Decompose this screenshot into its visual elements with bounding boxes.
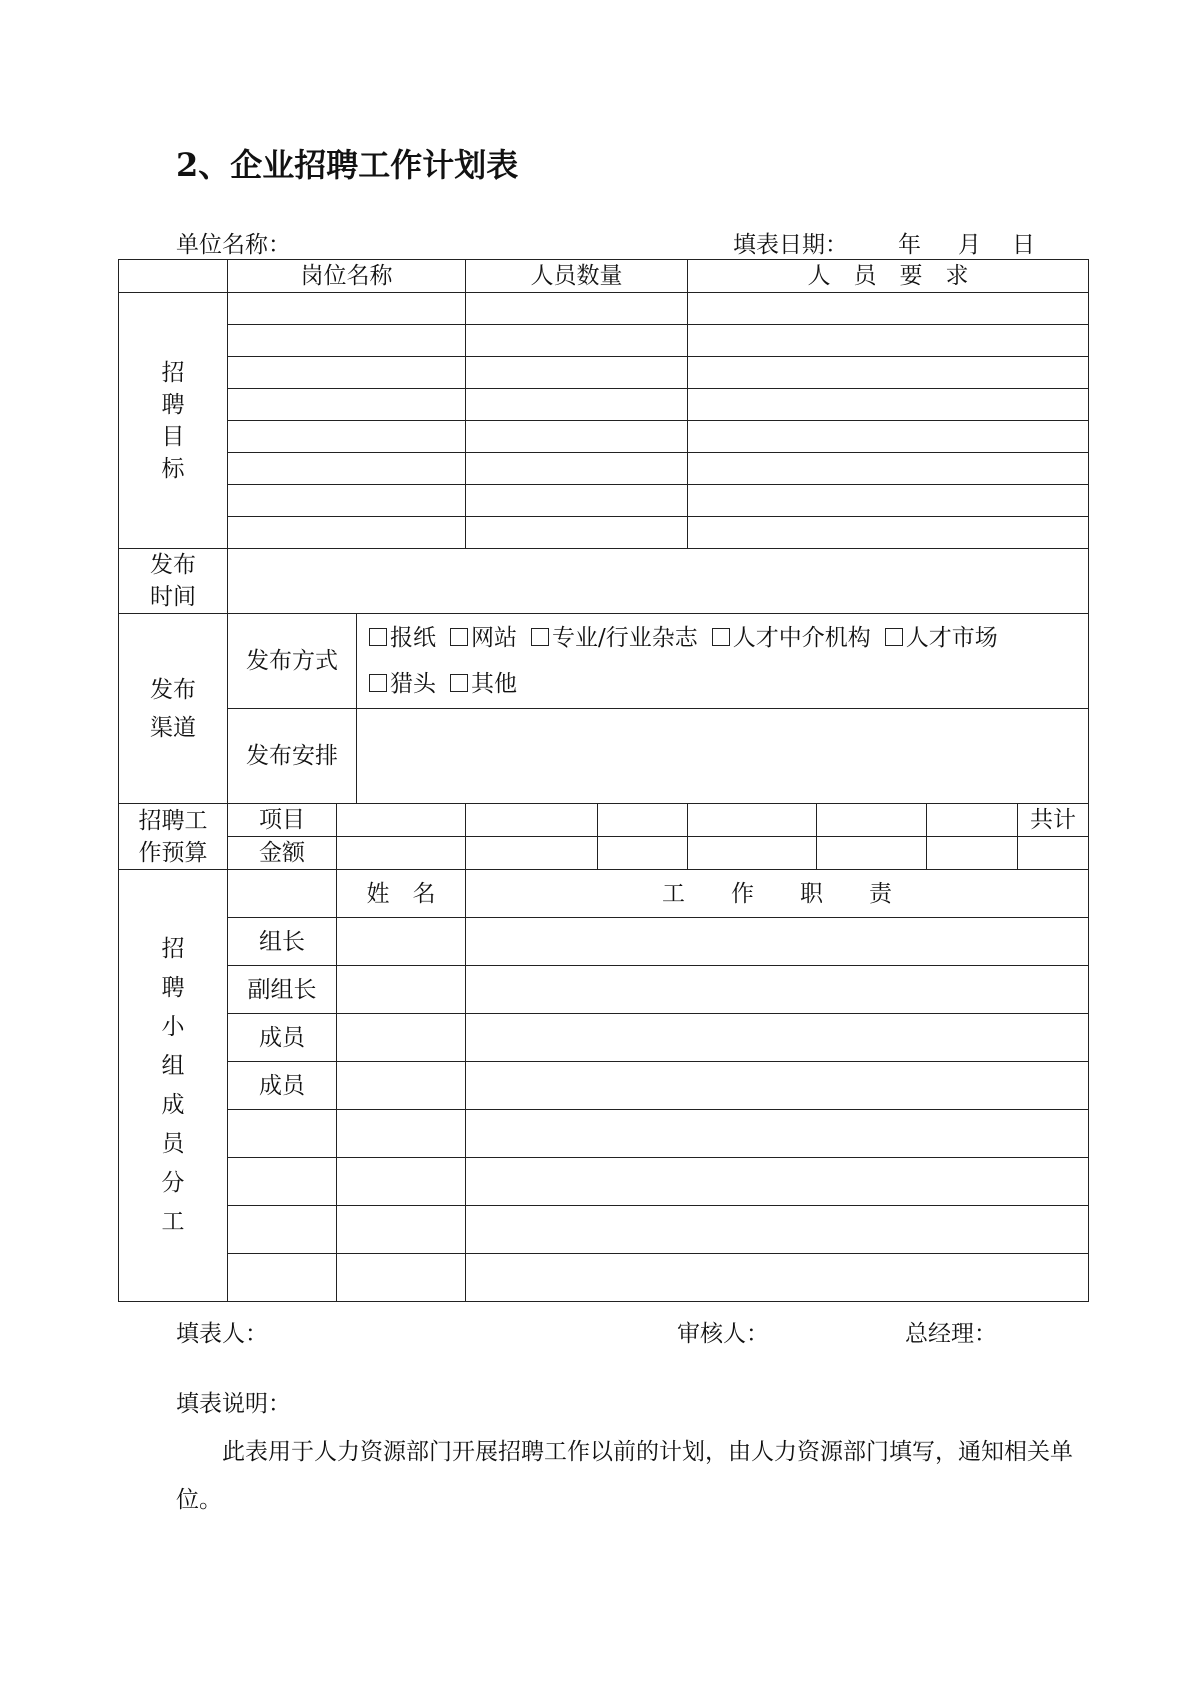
position-name-cell[interactable] <box>228 421 466 453</box>
col-headcount: 人员数量 <box>466 260 688 293</box>
requirements-cell[interactable] <box>688 453 1089 485</box>
vertical-char: 小 <box>161 1014 185 1040</box>
team-duty-cell[interactable] <box>466 1110 1089 1158</box>
team-name-cell[interactable] <box>337 1110 466 1158</box>
budget-item-label: 项目 <box>228 804 337 837</box>
team-duty-cell[interactable] <box>466 966 1089 1014</box>
team-role-cell <box>228 1158 337 1206</box>
method-option[interactable] <box>712 615 871 661</box>
budget-total-label: 共计 <box>1018 804 1089 837</box>
requirements-cell[interactable] <box>688 517 1089 549</box>
method-label: 猎头 <box>390 671 436 697</box>
budget-amount-label: 金额 <box>228 837 337 870</box>
team-duty-cell[interactable] <box>466 1014 1089 1062</box>
method-option[interactable] <box>369 661 436 707</box>
team-name-cell[interactable] <box>337 1206 466 1254</box>
vertical-char: 渠道 <box>150 714 196 741</box>
team-name-cell[interactable] <box>337 1254 466 1302</box>
method-label: 网站 <box>471 625 517 651</box>
col-requirements: 人 员 要 求 <box>688 260 1089 293</box>
team-name-cell[interactable] <box>337 1014 466 1062</box>
note-title: 填表说明： <box>176 1391 291 1417</box>
vertical-char: 作预算 <box>138 839 208 866</box>
col-position-name: 岗位名称 <box>228 260 466 293</box>
vertical-char: 招 <box>161 359 185 386</box>
team-name-cell[interactable] <box>337 966 466 1014</box>
vertical-char: 发布 <box>150 676 196 703</box>
corner-cell <box>119 260 228 293</box>
gm-label: 总经理： <box>905 1321 997 1347</box>
position-name-cell[interactable] <box>228 293 466 325</box>
recruitment-plan-table <box>118 259 1089 1302</box>
team-duty-header: 工 作 职 责 <box>466 870 1089 918</box>
fill-date-label: 填表日期： <box>733 232 848 258</box>
checkbox[interactable] <box>885 628 903 646</box>
team-role-cell <box>228 1206 337 1254</box>
requirements-cell[interactable] <box>688 293 1089 325</box>
vertical-char: 标 <box>161 455 185 482</box>
headcount-cell[interactable] <box>466 421 688 453</box>
headcount-cell[interactable] <box>466 293 688 325</box>
vertical-char: 工 <box>161 1209 185 1235</box>
publish-time-label <box>119 549 228 614</box>
method-option[interactable] <box>450 661 517 707</box>
budget-amount-cell[interactable] <box>466 837 598 870</box>
team-duty-cell[interactable] <box>466 1254 1089 1302</box>
unit-name-label: 单位名称： <box>176 232 291 258</box>
team-role-cell: 副组长 <box>228 966 337 1014</box>
team-duty-cell[interactable] <box>466 1062 1089 1110</box>
requirements-cell[interactable] <box>688 421 1089 453</box>
team-name-cell[interactable] <box>337 918 466 966</box>
requirements-cell[interactable] <box>688 389 1089 421</box>
publish-time-cell[interactable] <box>228 549 1089 614</box>
team-label <box>119 870 228 1302</box>
headcount-cell[interactable] <box>466 325 688 357</box>
team-name-cell[interactable] <box>337 1062 466 1110</box>
team-role-cell <box>228 1254 337 1302</box>
team-name-header: 姓 名 <box>337 870 466 918</box>
recruitment-target-label <box>119 293 228 549</box>
headcount-cell[interactable] <box>466 485 688 517</box>
vertical-char: 发布 <box>150 552 196 578</box>
method-label: 其他 <box>471 671 517 697</box>
checkbox[interactable] <box>450 674 468 692</box>
publish-method-options <box>357 614 1089 709</box>
day-label: 日 <box>1012 232 1035 258</box>
requirements-cell[interactable] <box>688 325 1089 357</box>
vertical-char: 组 <box>161 1053 185 1079</box>
method-label: 人才市场 <box>905 625 998 651</box>
vertical-char: 聘 <box>161 975 185 1001</box>
requirements-cell[interactable] <box>688 485 1089 517</box>
position-name-cell[interactable] <box>228 485 466 517</box>
vertical-char: 成 <box>161 1092 185 1118</box>
filler-label: 填表人： <box>176 1321 268 1347</box>
checkbox[interactable] <box>531 628 549 646</box>
method-option[interactable] <box>450 615 517 661</box>
position-name-cell[interactable] <box>228 517 466 549</box>
team-role-cell <box>228 1110 337 1158</box>
method-option[interactable] <box>369 615 436 661</box>
budget-item-cell[interactable] <box>927 804 1018 837</box>
budget-item-cell[interactable] <box>466 804 598 837</box>
budget-item-cell[interactable] <box>337 804 466 837</box>
method-option[interactable] <box>531 615 698 661</box>
headcount-cell[interactable] <box>466 357 688 389</box>
note-body: 此表用于人力资源部门开展招聘工作以前的计划，由人力资源部门填写，通知相关单位。 <box>176 1439 1073 1513</box>
vertical-char: 招 <box>161 936 185 962</box>
position-name-cell[interactable] <box>228 389 466 421</box>
headcount-cell[interactable] <box>466 517 688 549</box>
checkbox[interactable] <box>450 628 468 646</box>
year-label: 年 <box>898 232 921 258</box>
publish-plan-label: 发布安排 <box>228 709 357 804</box>
position-name-cell[interactable] <box>228 357 466 389</box>
team-role-cell: 成员 <box>228 1062 337 1110</box>
team-name-cell[interactable] <box>337 1158 466 1206</box>
checkbox[interactable] <box>712 628 730 646</box>
reviewer-label: 审核人： <box>677 1321 769 1347</box>
requirements-cell[interactable] <box>688 357 1089 389</box>
checkbox[interactable] <box>369 628 387 646</box>
form-footer <box>176 1315 1089 1351</box>
position-name-cell[interactable] <box>228 325 466 357</box>
budget-amount-cell[interactable] <box>598 837 688 870</box>
checkbox[interactable] <box>369 674 387 692</box>
budget-amount-cell[interactable] <box>688 837 817 870</box>
channel-label <box>119 614 228 804</box>
vertical-char: 时间 <box>150 584 196 610</box>
position-name-cell[interactable] <box>228 453 466 485</box>
budget-item-cell[interactable] <box>598 804 688 837</box>
team-role-cell: 组长 <box>228 918 337 966</box>
team-duty-cell[interactable] <box>466 918 1089 966</box>
vertical-char: 招聘工 <box>138 807 208 834</box>
team-duty-cell[interactable] <box>466 1158 1089 1206</box>
form-header <box>176 226 1089 262</box>
budget-amount-cell[interactable] <box>337 837 466 870</box>
budget-amount-cell[interactable] <box>817 837 927 870</box>
method-label: 专业/行业杂志 <box>552 625 698 651</box>
budget-item-cell[interactable] <box>817 804 927 837</box>
vertical-char: 聘 <box>161 391 185 418</box>
vertical-char: 员 <box>161 1131 185 1157</box>
method-label: 人才中介机构 <box>732 625 871 651</box>
team-role-header <box>228 870 337 918</box>
vertical-char: 分 <box>161 1170 185 1196</box>
budget-amount-cell[interactable] <box>927 837 1018 870</box>
publish-plan-cell[interactable] <box>357 709 1089 804</box>
team-role-cell: 成员 <box>228 1014 337 1062</box>
headcount-cell[interactable] <box>466 389 688 421</box>
budget-total-cell[interactable] <box>1018 837 1089 870</box>
team-duty-cell[interactable] <box>466 1206 1089 1254</box>
page-title: 2、企业招聘工作计划表 <box>176 146 519 184</box>
method-option[interactable] <box>885 615 998 661</box>
vertical-char: 目 <box>161 423 185 450</box>
budget-item-cell[interactable] <box>688 804 817 837</box>
publish-method-label: 发布方式 <box>228 614 357 709</box>
headcount-cell[interactable] <box>466 453 688 485</box>
budget-label <box>119 804 228 870</box>
month-label: 月 <box>958 232 981 258</box>
method-label: 报纸 <box>390 625 436 651</box>
